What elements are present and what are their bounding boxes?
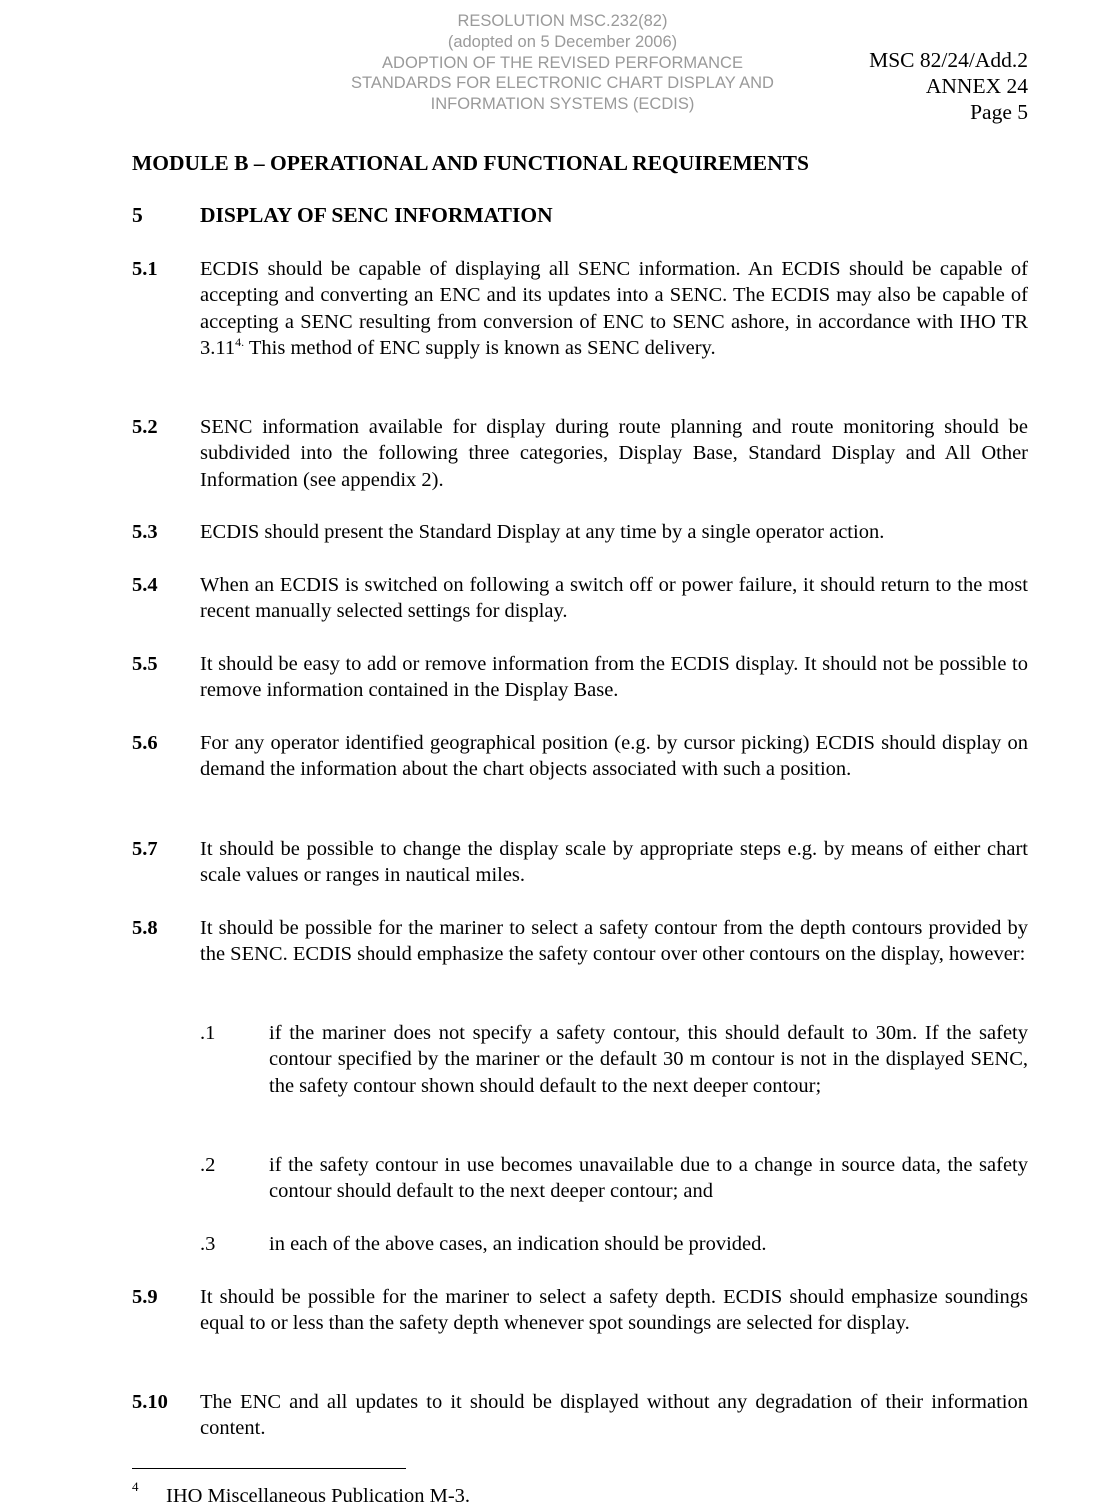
paragraph-5-9 xyxy=(132,1284,1028,1337)
annex-label: ANNEX 24 xyxy=(925,74,1028,98)
paragraph-number: 5.6 xyxy=(132,732,158,754)
subitem-1 xyxy=(200,1020,1028,1099)
subitem-text: if the mariner does not specify a safety contour, this should default to 30m. If the safety contour specified by the mariner or the default 30 m contour is not in the displayed SENC, the safety contour shown should default to the next deeper contour; xyxy=(269,1022,1028,1097)
paragraph-text: It should be possible to change the display scale by appropriate steps e.g. by means of either chart scale values or ranges in nautical miles. xyxy=(200,838,1028,887)
subitem-text: in each of the above cases, an indication should be provided. xyxy=(269,1233,767,1255)
resolution-header-line: ADOPTION OF THE REVISED PERFORMANCE xyxy=(382,53,743,72)
paragraph-5-1 xyxy=(132,256,1028,362)
paragraph-text: SENC information available for display during route planning and route monitoring should be subdivided into the following three categories, Display Base, Standard Display and All Other Information (see appendix 2). xyxy=(200,416,1028,491)
paragraph-5-4 xyxy=(132,572,1028,625)
paragraph-number: 5.9 xyxy=(132,1286,158,1308)
paragraph-5-10 xyxy=(132,1389,1028,1442)
resolution-header-line: INFORMATION SYSTEMS (ECDIS) xyxy=(430,95,695,114)
subitem-text: if the safety contour in use becomes unavailable due to a change in source data, the safety contour should default to the next deeper contour; and xyxy=(269,1154,1028,1203)
footnote-number: 4 xyxy=(132,1479,139,1494)
paragraph-5-7 xyxy=(132,836,1028,889)
paragraph-text: When an ECDIS is switched on following a switch off or power failure, it should return to the most recent manually selected settings for display. xyxy=(200,574,1028,623)
paragraph-number: 5.8 xyxy=(132,917,158,939)
subitem-number: .3 xyxy=(200,1233,216,1255)
paragraph-number: 5.4 xyxy=(132,574,158,596)
subitem-3 xyxy=(200,1231,1028,1257)
resolution-header xyxy=(330,11,795,115)
resolution-header-line: (adopted on 5 December 2006) xyxy=(447,32,678,51)
paragraph-text: It should be possible for the mariner to select a safety contour from the depth contours provided by the SENC. ECDIS should emphasize the safety contour over other contours on the display, however: xyxy=(200,917,1028,966)
paragraph-5-3 xyxy=(132,519,1028,545)
doc-ref: MSC 82/24/Add.2 xyxy=(869,48,1028,72)
resolution-header-line: STANDARDS FOR ELECTRONIC CHART DISPLAY AND xyxy=(351,74,774,93)
paragraph-5-2 xyxy=(132,414,1028,493)
paragraph-text-part: This method of ENC supply is known as SENC delivery. xyxy=(244,337,716,360)
section-title: DISPLAY OF SENC INFORMATION xyxy=(200,203,553,227)
footnote-text: IHO Miscellaneous Publication M-3. xyxy=(166,1485,471,1507)
subitem-number: .1 xyxy=(200,1022,216,1044)
paragraph-text: The ENC and all updates to it should be displayed without any degradation of their information content. xyxy=(200,1391,1028,1440)
paragraph-text-part: ECDIS should be capable of displaying all SENC information. An ECDIS should be capable of accepting and converting an ENC and its updates into a SENC. The ECDIS may also be capable of accepting a SENC resulting from conversion of ENC to SENC ashore, in accordance with IHO TR 3.11 xyxy=(200,258,1028,360)
paragraph-number: 5.7 xyxy=(132,838,158,860)
footnote-reference: 4. xyxy=(235,335,245,350)
section-number: 5 xyxy=(132,203,143,227)
module-title: MODULE B – OPERATIONAL AND FUNCTIONAL REQUIREMENTS xyxy=(132,151,809,175)
paragraph-text: It should be possible for the mariner to select a safety depth. ECDIS should emphasize soundings equal to or less than the safety depth whenever spot soundings are selected for display. xyxy=(200,1286,1028,1335)
paragraph-number: 5.3 xyxy=(132,521,158,543)
subitem-number: .2 xyxy=(200,1154,216,1176)
resolution-header-line: RESOLUTION MSC.232(82) xyxy=(457,12,668,30)
paragraph-5-6 xyxy=(132,730,1028,783)
paragraph-number: 5.2 xyxy=(132,416,158,438)
paragraph-5-5 xyxy=(132,651,1028,704)
paragraph-number: 5.10 xyxy=(132,1391,168,1413)
page-number: Page 5 xyxy=(970,100,1028,124)
paragraph-text: For any operator identified geographical position (e.g. by cursor picking) ECDIS should display on demand the information about the chart objects associated with such a position. xyxy=(200,732,1028,781)
paragraph-number: 5.1 xyxy=(132,258,158,280)
paragraph-text: It should be easy to add or remove information from the ECDIS display. It should not be possible to remove information contained in the Display Base. xyxy=(200,653,1028,702)
paragraph-text xyxy=(200,256,1028,362)
document-reference xyxy=(869,47,1028,125)
paragraph-number: 5.5 xyxy=(132,653,158,675)
subitem-2 xyxy=(200,1152,1028,1205)
paragraph-text: ECDIS should present the Standard Display at any time by a single operator action. xyxy=(200,521,885,543)
paragraph-5-8 xyxy=(132,915,1028,968)
footnote-separator xyxy=(132,1468,406,1469)
